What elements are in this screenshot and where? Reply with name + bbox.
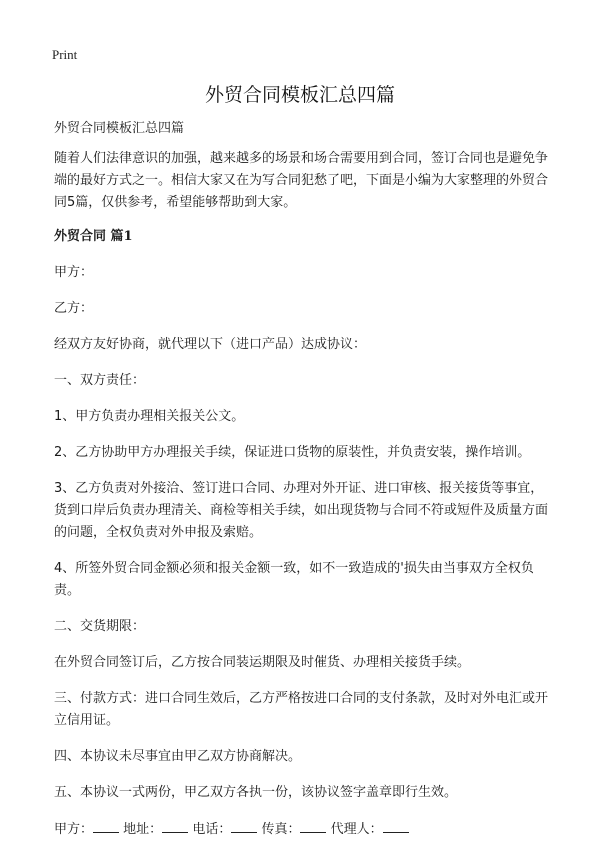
payment-clause: 三、付款方式：进口合同生效后，乙方严格按进口合同的支付条款，及时对外电汇或开立信用证。 [54,691,549,728]
responsibility-item-3: 3、乙方负责对外接洽、签订进口合同、办理对外开证、进口审核、报关接货等事宜，货到口岸后负责办理清关、商检等相关手续，如出现货物与合同不符或短件及质量方面的问题，全权负责对外申报及索赔。 [54,481,549,540]
agent-blank [383,818,409,833]
signature-fax-label: 传真： [261,822,301,837]
print-link[interactable]: Print [52,47,78,62]
party-a-line: 甲方： [54,265,94,280]
clause-5: 五、本协议一式两份，甲乙双方各执一份，该协议签字盖章即行生效。 [54,785,458,800]
fax-blank [300,818,326,833]
signature-line [54,818,554,841]
document-subtitle: 外贸合同模板汇总四篇 [54,121,185,136]
agreement-statement: 经双方友好协商，就代理以下（进口产品）达成协议： [54,337,367,352]
clause-4: 四、本协议未尽事宜由甲乙双方协商解决。 [54,749,302,764]
responsibilities-heading: 一、双方责任： [54,373,146,388]
delivery-text: 在外贸合同签订后，乙方按合同装运期限及时催货、办理相关接货手续。 [54,655,471,670]
signature-party-a-label: 甲方： [54,822,94,837]
document-title: 外贸合同模板汇总四篇 [204,84,395,106]
section-heading: 外贸合同 篇1 [54,229,133,244]
address-blank [162,818,188,833]
party-b-line: 乙方： [54,301,94,316]
signature-phone-label: 电话： [192,822,232,837]
phone-blank [231,818,257,833]
signature-agent-label: 代理人： [330,822,383,837]
responsibility-item-4: 4、所签外贸合同金额必须和报关金额一致，如不一致造成的'损失由当事双方全权负责。 [54,561,534,598]
delivery-heading: 二、交货期限： [54,619,146,634]
responsibility-item-1: 1、甲方负责办理相关报关公文。 [54,409,245,424]
signature-address-label: 地址： [123,822,163,837]
intro-paragraph: 随着人们法律意识的加强，越来越多的场景和场合需要用到合同，签订合同也是避免争端的最好方式之一。相信大家又在为写合同犯愁了吧，下面是小编为大家整理的外贸合同5篇，仅供参考，希望能够帮助到大家。 [54,151,549,210]
party-a-blank [93,818,119,833]
document-body [54,118,554,855]
responsibility-item-2: 2、乙方协助甲方办理报关手续，保证进口货物的原装性，并负责安装，操作培训。 [54,445,531,460]
